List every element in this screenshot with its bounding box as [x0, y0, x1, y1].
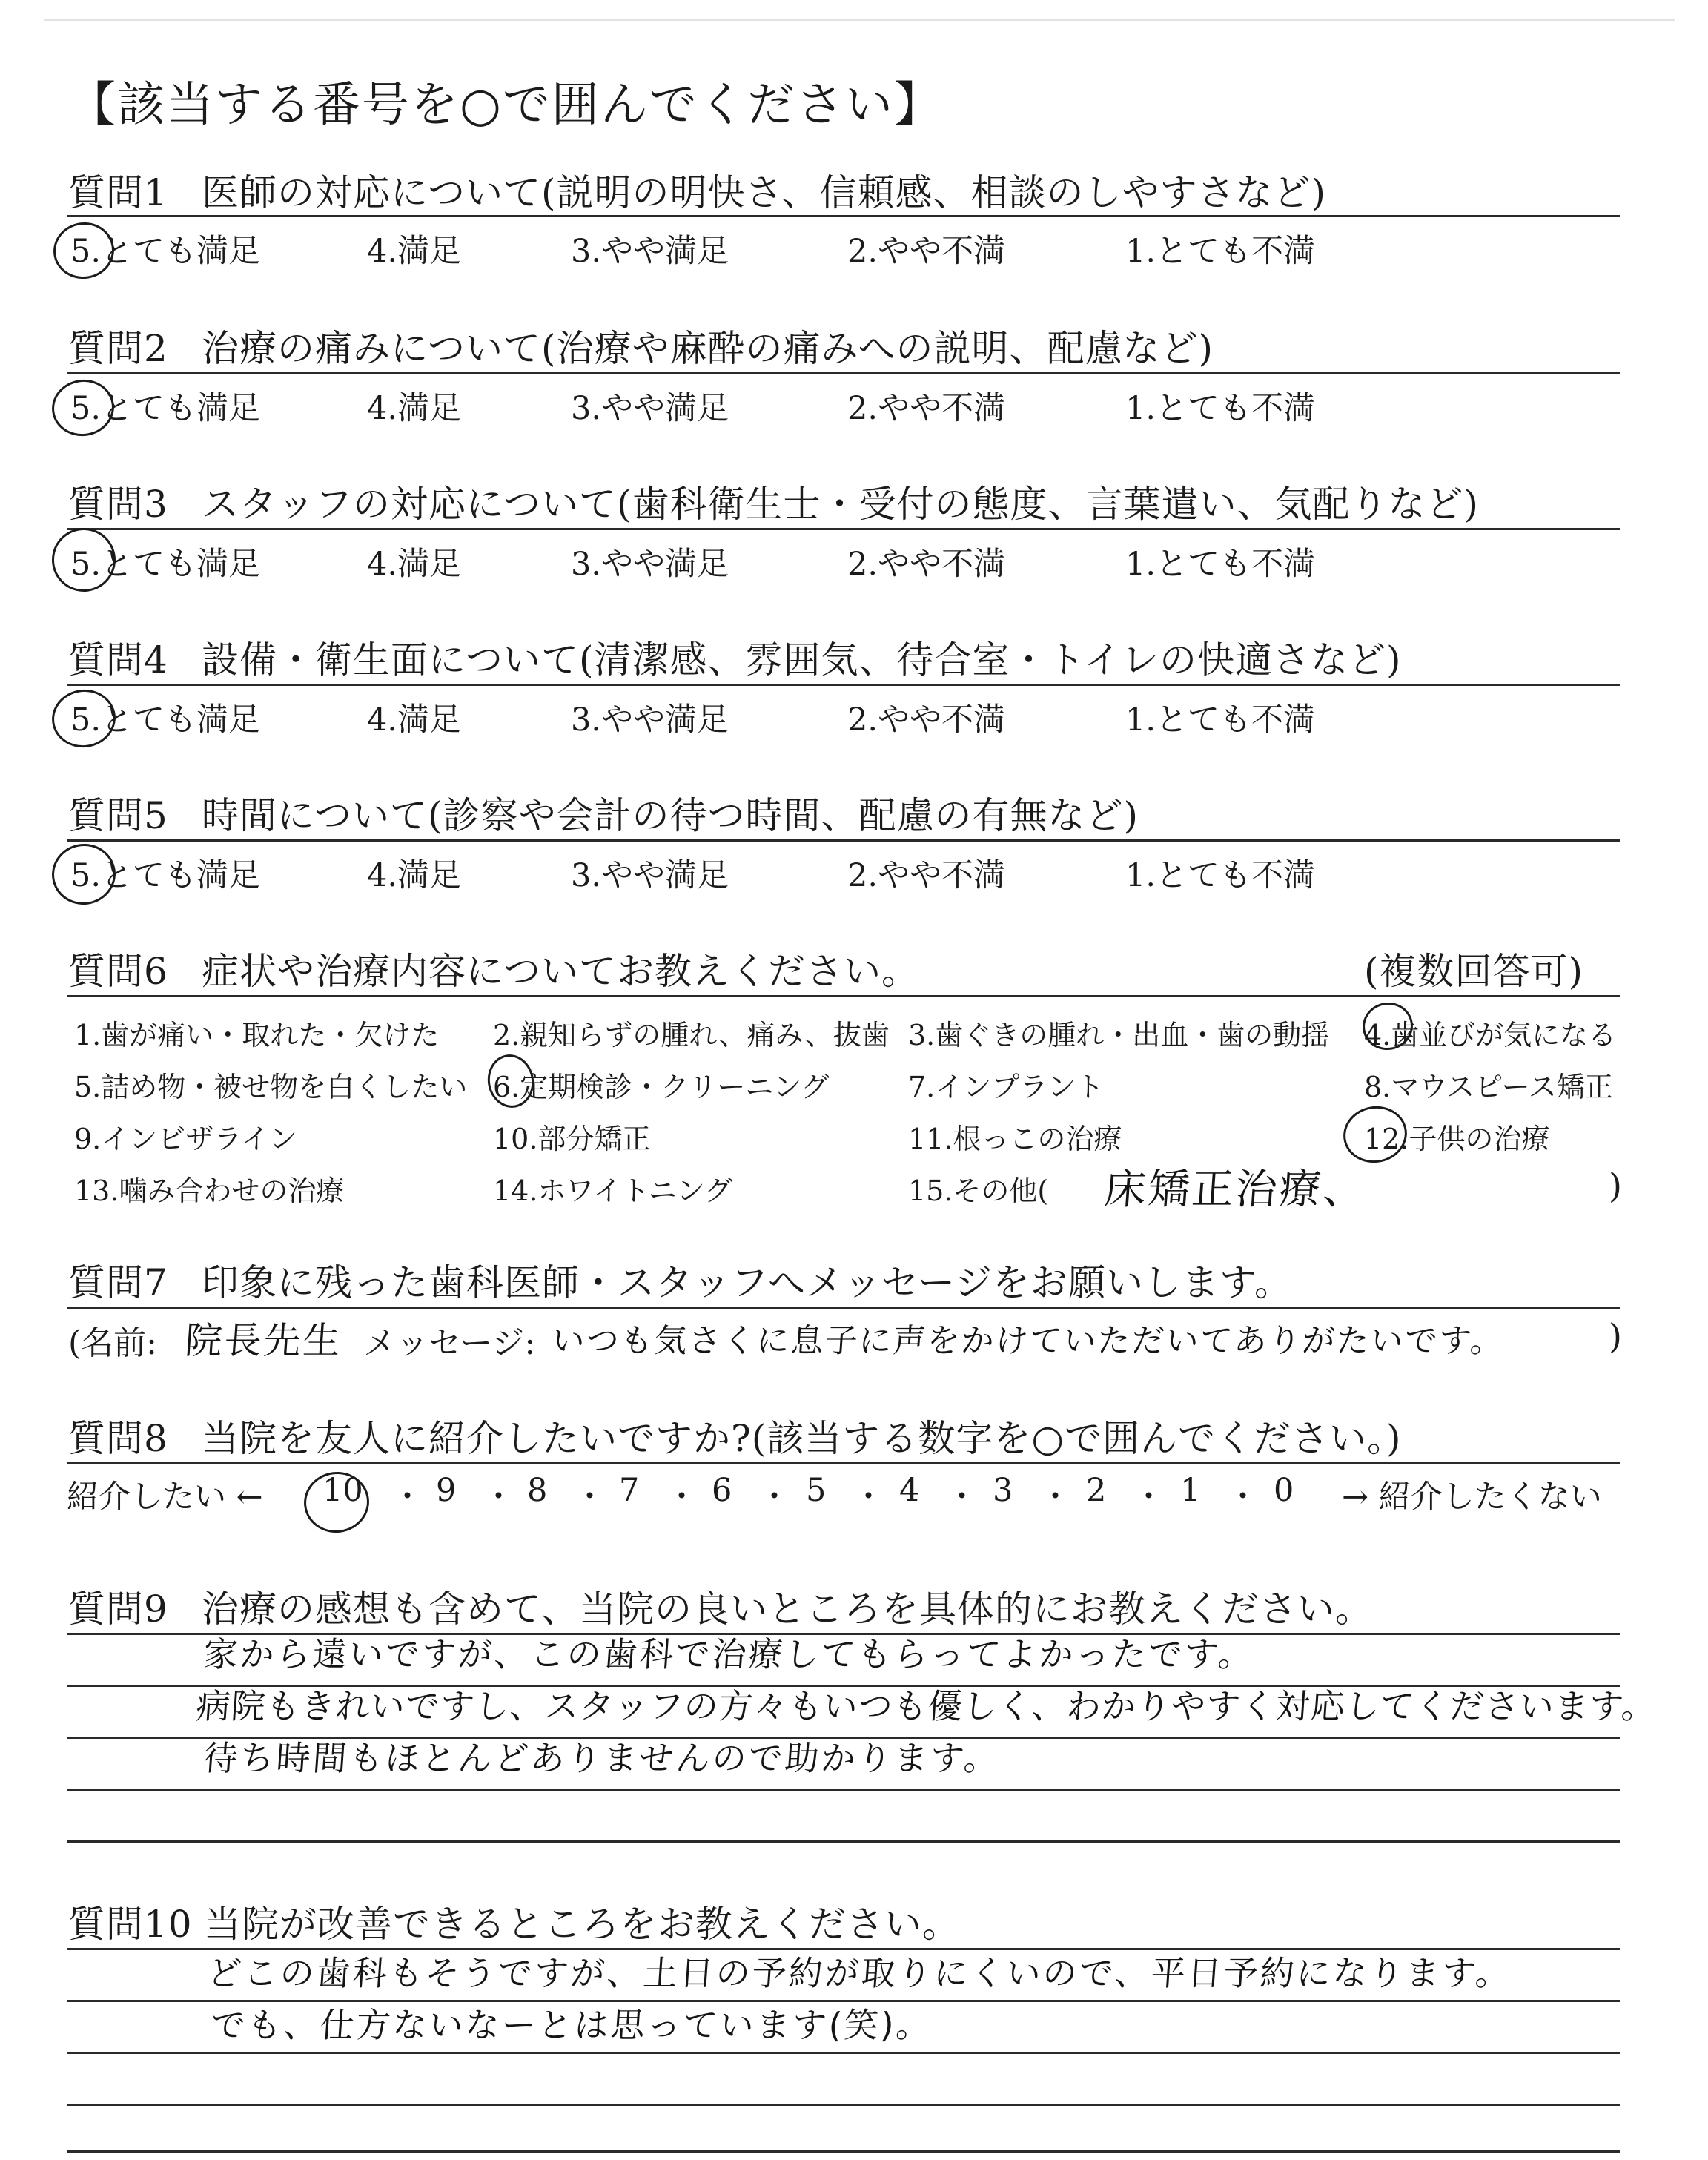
- q3-option-4[interactable]: 4.満足: [367, 546, 462, 583]
- question-3-label: 質問3: [68, 483, 168, 526]
- q8-sep: ・: [853, 1479, 884, 1516]
- q8-right-label: → 紹介したくない: [1342, 1479, 1602, 1516]
- q8-sep: ・: [574, 1479, 606, 1516]
- q6-option-6[interactable]: 6.定期検診・クリーニング: [493, 1071, 830, 1103]
- question-5-text: 時間について(診察や会計の待つ時間、配慮の有無など): [202, 794, 1139, 837]
- question-1-label: 質問1: [68, 171, 168, 214]
- q6-option-11[interactable]: 11.根っこの治療: [908, 1123, 1122, 1155]
- q1-option-4[interactable]: 4.満足: [367, 233, 462, 270]
- q8-number-9[interactable]: 9: [436, 1472, 457, 1509]
- q3-option-5[interactable]: 5.とても満足: [70, 546, 261, 583]
- q10-answer-line-2: でも、仕方ないなーとは思っています(笑)。: [209, 2005, 934, 2045]
- question-2-rule: [67, 372, 1620, 374]
- question-6-rule: [67, 995, 1620, 997]
- q5-option-5[interactable]: 5.とても満足: [70, 857, 261, 894]
- q2-option-1[interactable]: 1.とても不満: [1125, 390, 1316, 427]
- q8-number-5[interactable]: 5: [806, 1472, 827, 1509]
- q7-message-handwritten: いつも気さくに息子に声をかけていただいてありがたいです。: [550, 1322, 1506, 1360]
- question-8-rule: [67, 1462, 1620, 1464]
- question-4-label: 質問4: [68, 638, 168, 681]
- question-8-label: 質問8: [68, 1417, 168, 1460]
- q2-option-2[interactable]: 2.やや不満: [847, 390, 1006, 427]
- q7-name-label: (名前:: [68, 1324, 157, 1362]
- q5-option-2[interactable]: 2.やや不満: [847, 857, 1006, 894]
- q10-rule-4: [67, 2104, 1620, 2106]
- page-top-edge: [44, 19, 1675, 21]
- q8-number-6[interactable]: 6: [712, 1472, 732, 1509]
- q6-option-1[interactable]: 1.歯が痛い・取れた・欠けた: [74, 1019, 440, 1051]
- q9-answer-line-3: 待ち時間もほとんどありませんので助かります。: [202, 1738, 1002, 1778]
- q6-option-9[interactable]: 9.インビザライン: [74, 1123, 298, 1155]
- question-4-text: 設備・衛生面について(清潔感、雰囲気、待合室・トイレの快適さなど): [202, 638, 1402, 681]
- q10-answer-line-1: どこの歯科もそうですが、土日の予約が取りにくいので、平日予約になります。: [205, 1953, 1514, 1993]
- question-1-text: 医師の対応について(説明の明快さ、信頼感、相談のしやすさなど): [202, 171, 1327, 214]
- q5-option-4[interactable]: 4.満足: [367, 857, 462, 894]
- q8-sep: ・: [1227, 1479, 1259, 1516]
- q8-sep: ・: [391, 1479, 423, 1516]
- q2-option-5[interactable]: 5.とても満足: [70, 390, 261, 427]
- q9-rule-4: [67, 1789, 1620, 1791]
- q7-close-paren: ): [1609, 1316, 1622, 1356]
- q6-option-14[interactable]: 14.ホワイトニング: [493, 1175, 733, 1207]
- q6-option-8[interactable]: 8.マウスピース矯正: [1364, 1071, 1613, 1103]
- q8-sep: ・: [1039, 1479, 1071, 1516]
- q2-option-3[interactable]: 3.やや満足: [571, 390, 729, 427]
- q4-option-5[interactable]: 5.とても満足: [70, 701, 261, 739]
- q4-option-3[interactable]: 3.やや満足: [571, 701, 729, 739]
- q8-sep: ・: [946, 1479, 978, 1516]
- q8-sep: ・: [1133, 1479, 1165, 1516]
- q4-option-2[interactable]: 2.やや不満: [847, 701, 1006, 739]
- q3-option-1[interactable]: 1.とても不満: [1125, 546, 1316, 583]
- q8-sep: ・: [758, 1479, 790, 1516]
- q8-number-3[interactable]: 3: [993, 1472, 1013, 1509]
- q9-answer-line-1: 家から遠いですが、この歯科で治療してもらってよかったです。: [202, 1634, 1257, 1674]
- q6-option-12[interactable]: 12.子供の治療: [1364, 1123, 1550, 1155]
- q9-answer-line-2: 病院もきれいですし、スタッフの方々もいつも優しく、わかりやすく対応してくださいます。: [194, 1686, 1658, 1726]
- question-5-label: 質問5: [68, 794, 168, 837]
- question-7-text: 印象に残った歯科医師・スタッフへメッセージをお願いします。: [202, 1261, 1292, 1304]
- question-3-rule: [67, 528, 1620, 530]
- q7-name-handwritten: 院長先生: [183, 1319, 344, 1362]
- q6-option-2[interactable]: 2.親知らずの腫れ、痛み、抜歯: [493, 1019, 890, 1051]
- q1-option-1[interactable]: 1.とても不満: [1125, 233, 1316, 270]
- q3-selection-circle: [47, 524, 119, 595]
- q6-option-5[interactable]: 5.詰め物・被せ物を白くしたい: [74, 1071, 468, 1103]
- q8-number-0[interactable]: 0: [1274, 1472, 1294, 1509]
- q6-option-15[interactable]: 15.その他(: [908, 1175, 1049, 1207]
- question-3-text: スタッフの対応について(歯科衛生士・受付の態度、言葉遣い、気配りなど): [202, 483, 1480, 526]
- q3-option-3[interactable]: 3.やや満足: [571, 546, 729, 583]
- q10-rule-5: [67, 2150, 1620, 2153]
- q4-option-4[interactable]: 4.満足: [367, 701, 462, 739]
- q1-option-2[interactable]: 2.やや不満: [847, 233, 1006, 270]
- q8-number-4[interactable]: 4: [899, 1472, 920, 1509]
- q5-option-3[interactable]: 3.やや満足: [571, 857, 729, 894]
- question-2-label: 質問2: [68, 327, 168, 370]
- question-7-rule: [67, 1307, 1620, 1309]
- question-9-text: 治療の感想も含めて、当院の良いところを具体的にお教えください。: [202, 1588, 1373, 1631]
- question-9-label: 質問9: [68, 1588, 168, 1631]
- question-5-rule: [67, 839, 1620, 842]
- q8-number-7[interactable]: 7: [619, 1472, 640, 1509]
- form-title: 【該当する番号を○で囲んでください】: [68, 78, 943, 133]
- q6-option-13[interactable]: 13.噛み合わせの治療: [74, 1175, 345, 1207]
- q1-option-5[interactable]: 5.とても満足: [70, 233, 261, 270]
- question-7-label: 質問7: [68, 1261, 168, 1304]
- q10-rule-3: [67, 2052, 1620, 2054]
- q6-other-handwritten: 床矯正治療、: [1102, 1166, 1368, 1214]
- q9-rule-5: [67, 1840, 1620, 1843]
- question-4-rule: [67, 684, 1620, 686]
- q8-number-2[interactable]: 2: [1086, 1472, 1107, 1509]
- q8-sep: ・: [666, 1479, 698, 1516]
- question-1-rule: [67, 215, 1620, 217]
- q8-number-1[interactable]: 1: [1180, 1472, 1201, 1509]
- q2-option-4[interactable]: 4.満足: [367, 390, 462, 427]
- q8-number-8[interactable]: 8: [527, 1472, 548, 1509]
- q7-message-label: メッセージ:: [363, 1324, 536, 1362]
- question-6-note: (複数回答可): [1364, 950, 1584, 993]
- question-10-text: 当院が改善できるところをお教えください。: [204, 1903, 960, 1946]
- q8-left-label: 紹介したい ←: [67, 1479, 263, 1516]
- q6-other-close-paren: ): [1609, 1166, 1622, 1206]
- question-6-text: 症状や治療内容についてお教えください。: [202, 950, 919, 993]
- q3-option-2[interactable]: 2.やや不満: [847, 546, 1006, 583]
- q8-sep: ・: [483, 1479, 514, 1516]
- question-10-label: 質問10: [68, 1903, 193, 1946]
- question-6-label: 質問6: [68, 950, 168, 993]
- q6-option-7[interactable]: 7.インプラント: [908, 1071, 1105, 1103]
- q1-option-3[interactable]: 3.やや満足: [571, 233, 729, 270]
- q6-option-4[interactable]: 4.歯並びが気になる: [1364, 1019, 1617, 1051]
- question-8-text: 当院を友人に紹介したいですか?(該当する数字を○で囲んでください。): [202, 1417, 1402, 1460]
- q6-option-10[interactable]: 10.部分矯正: [493, 1123, 651, 1155]
- q5-option-1[interactable]: 1.とても不満: [1125, 857, 1316, 894]
- q6-option-3[interactable]: 3.歯ぐきの腫れ・出血・歯の動揺: [908, 1019, 1330, 1051]
- q4-option-1[interactable]: 1.とても不満: [1125, 701, 1316, 739]
- question-2-text: 治療の痛みについて(治療や麻酔の痛みへの説明、配慮など): [202, 327, 1214, 370]
- q8-number-10[interactable]: 10: [322, 1472, 363, 1509]
